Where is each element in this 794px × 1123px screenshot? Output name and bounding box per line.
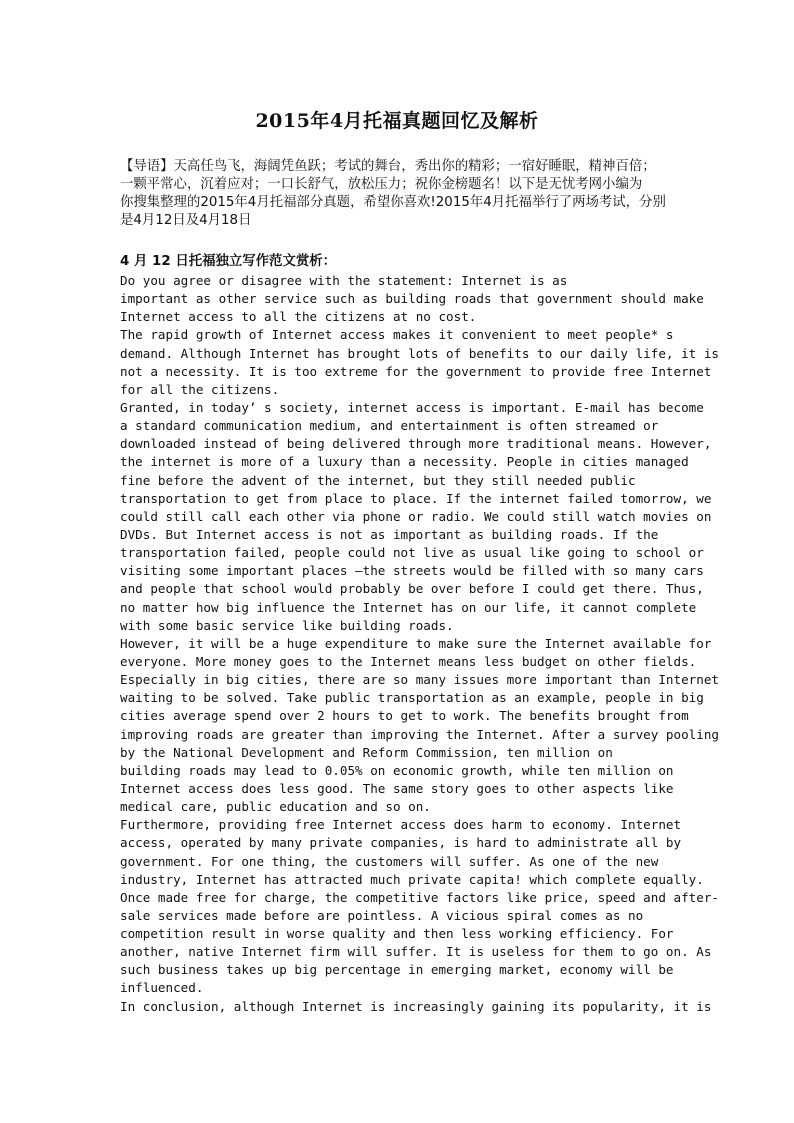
essay-line: could still call each other via phone or radio. We could still watch movies on — [120, 508, 712, 524]
essay-line: and people that school would probably be over before I could get there. Thus, — [120, 581, 704, 597]
section-heading: 4 月 12 日托福独立写作范文赏析： — [120, 254, 337, 269]
essay-line: improving roads are greater than improving the Internet. After a survey pooling — [120, 726, 719, 742]
essay-line: visiting some important places —the streets would be filled with so many cars — [120, 563, 704, 579]
intro-line: 【导语】天高任鸟飞，海阔凭鱼跃；考试的舞台，秀出你的精彩；一宿好睡眠，精神百倍； — [120, 159, 656, 174]
essay-line: Once made free for charge, the competitive factors like price, speed and after- — [120, 889, 719, 905]
essay-line: The rapid growth of Internet access makes it convenient to meet people* s — [120, 327, 674, 343]
essay-line: another, native Internet firm will suffer. It is useless for them to go on. As — [120, 944, 712, 960]
essay-line: Internet access to all the citizens at no cost. — [120, 309, 477, 325]
essay-line: with some basic service like building roads. — [120, 617, 454, 633]
essay-line: not a necessity. It is too extreme for the government to provide free Internet — [120, 363, 712, 379]
essay-line: no matter how big influence the Internet has on our life, it cannot complete — [120, 599, 697, 615]
essay-line: DVDs. But Internet access is not as important as building roads. If the — [120, 526, 659, 542]
intro-line: 你搜集整理的2015年4月托福部分真题，希望你喜欢!2015年4月托福举行了两场考试，分别 — [120, 195, 666, 210]
essay-line: a standard communication medium, and entertainment is often streamed or — [120, 418, 659, 434]
essay-line: Granted, in today’ s society, internet access is important. E-mail has become — [120, 399, 704, 415]
essay-line: important as other service such as building roads that government should make — [120, 291, 704, 307]
essay-line: Especially in big cities, there are so many issues more important than Internet — [120, 672, 719, 688]
essay-line: demand. Although Internet has brought lots of benefits to our daily life, it is — [120, 345, 719, 361]
intro-line: 是4月12日及4月18日 — [120, 213, 252, 228]
essay-line: the internet is more of a luxury than a necessity. People in cities managed — [120, 454, 689, 470]
page-title: 2015年4月托福真题回忆及解析 — [255, 110, 539, 132]
essay-line: for all the citizens. — [120, 381, 280, 397]
essay-line: sale services made before are pointless. A vicious spiral comes as no — [120, 907, 644, 923]
essay-line: by the National Development and Reform Commission, ten million on — [120, 744, 613, 760]
essay-line: industry, Internet has attracted much private capita! which complete equally. — [120, 871, 704, 887]
essay-line: influenced. — [120, 980, 204, 996]
essay-line: competition result in worse quality and then less working efficiency. For — [120, 926, 674, 942]
essay-line: Internet access does less good. The same story goes to other aspects like — [120, 780, 674, 796]
essay-line: fine before the advent of the internet, but they still needed public — [120, 472, 636, 488]
essay-line: cities average spend over 2 hours to get to work. The benefits brought from — [120, 708, 689, 724]
essay-line: Furthermore, providing free Internet access does harm to economy. Internet — [120, 817, 682, 833]
essay-body — [120, 272, 719, 1016]
essay-line: government. For one thing, the customers will suffer. As one of the new — [120, 853, 659, 869]
intro-line: 一颗平常心，沉着应对；一口长舒气，放松压力；祝你金榜题名！以下是无忧考网小编为 — [120, 177, 643, 192]
essay-line: access, operated by many private companies, is hard to administrate all by — [120, 835, 682, 851]
essay-line: Do you agree or disagree with the statement: Internet is as — [120, 273, 568, 288]
essay-line: medical care, public education and so on. — [120, 799, 431, 815]
essay-line: However, it will be a huge expenditure to make sure the Internet available for — [120, 635, 712, 651]
intro-paragraph — [120, 158, 680, 230]
essay-line: building roads may lead to 0.05% on economic growth, while ten million on — [120, 762, 674, 778]
essay-line: transportation to get from place to place. If the internet failed tomorrow, we — [120, 490, 712, 506]
essay-line: waiting to be solved. Take public transportation as an example, people in big — [120, 690, 704, 706]
essay-line: transportation failed, people could not live as usual like going to school or — [120, 545, 704, 561]
essay-line: such business takes up big percentage in emerging market, economy will be — [120, 962, 674, 978]
essay-line: In conclusion, although Internet is increasingly gaining its popularity, it is — [120, 998, 712, 1014]
essay-line: downloaded instead of being delivered through more traditional means. However, — [120, 436, 712, 452]
essay-line: everyone. More money goes to the Internet means less budget on other fields. — [120, 653, 697, 669]
